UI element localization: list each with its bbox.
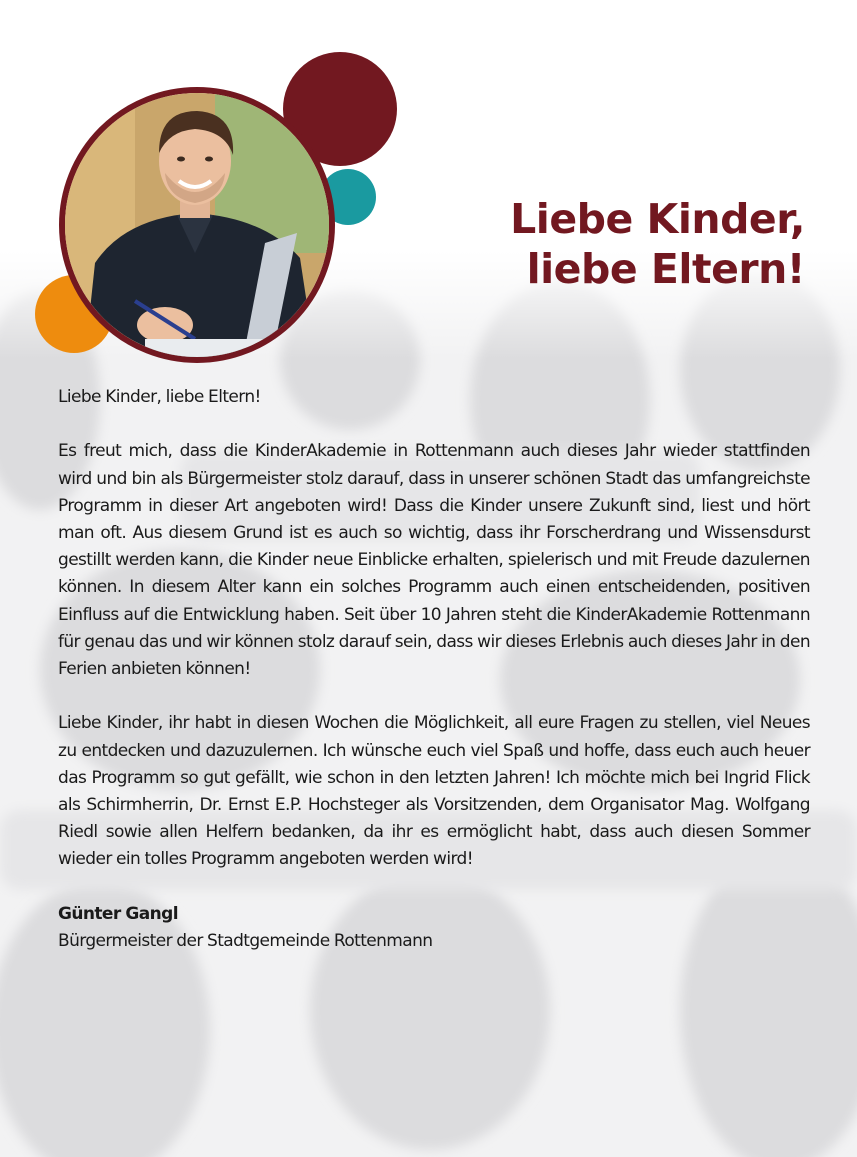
signature-title: Bürgermeister der Stadtgemeinde Rottenmann	[58, 931, 433, 952]
portrait-illustration	[65, 93, 329, 357]
headline-line-2: liebe Eltern!	[526, 245, 805, 293]
headline-line-1: Liebe Kinder,	[510, 195, 805, 243]
signature-name: Günter Gangl	[58, 903, 178, 924]
page-headline	[510, 194, 805, 294]
letter-salutation: Liebe Kinder, liebe Eltern!	[58, 387, 261, 407]
mayor-portrait	[59, 87, 335, 363]
paragraph-spacer	[58, 874, 810, 901]
letter-paragraph-1: Es freut mich, dass die KinderAkademie in Rottenmann auch dieses Jahr wieder stattfinden wird und bin als Bürgermeister stolz darauf, dass in unserer schönen Stadt das umfangreichste Programm in dieser Art angeboten wird! Dass die Kinder unsere Zukunft sind, liest und hört man oft. Aus diesem Grund ist es auch so wichtig, dass ihr Forscherdrang und Wissensdurst gestillt werden kann, die Kinder neue Einblicke erhalten, spielerisch und mit Freude dazulernen können. In diesem Alter kann ein solches Programm auch einen entscheidenden, positiven Einfluss auf die Entwicklung haben. Seit über 10 Jahren steht die KinderAkademie Rottenmann für genau das und wir können stolz darauf sein, dass wir dieses Erlebnis auch dieses Jahr in den Ferien anbieten können!	[58, 441, 810, 680]
letter-paragraph-2: Liebe Kinder, ihr habt in diesen Wochen die Möglichkeit, all eure Fragen zu stellen, viel Neues zu entdecken und dazuzulernen. Ich wünsche euch viel Spaß und hoffe, dass euch auch heuer das Programm so gut gefällt, wie schon in den letzten Jahren! Ich möchte mich bei Ingrid Flick als Schirmherrin, Dr. Ernst E.P. Hochsteger als Vorsitzenden, dem Organisator Mag. Wolfgang Riedl sowie allen Helfern bedanken, da ihr es ermöglicht habt, dass auch diesen Sommer wieder ein tolles Programm angeboten werden wird!	[58, 713, 810, 870]
letter-body	[58, 384, 810, 955]
paragraph-spacer	[58, 683, 810, 710]
paragraph-spacer	[58, 411, 810, 438]
